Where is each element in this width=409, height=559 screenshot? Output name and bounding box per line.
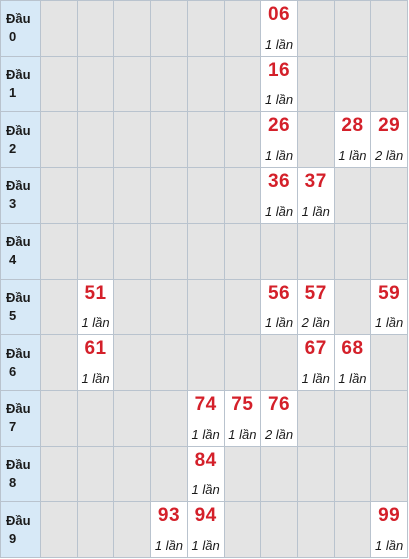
- empty-cell: [151, 168, 188, 224]
- empty-cell: [114, 224, 151, 280]
- row-head-label: Đầu: [6, 178, 31, 194]
- row-head-6: [1, 335, 41, 391]
- lotto-number: 75: [231, 393, 254, 415]
- row-head-7: [1, 391, 41, 447]
- number-cell: [151, 502, 188, 558]
- empty-cell: [335, 1, 372, 57]
- number-cell: [335, 112, 372, 168]
- row-head-8: [1, 447, 41, 503]
- row-head-label: Đầu: [6, 122, 31, 138]
- lotto-number: 68: [341, 338, 364, 360]
- occurrence-count: 1 lần: [375, 538, 404, 553]
- number-cell: [188, 502, 225, 558]
- empty-cell: [114, 447, 151, 503]
- number-cell: [78, 335, 115, 391]
- number-cell: [261, 57, 298, 113]
- number-cell: [298, 280, 335, 336]
- occurrence-count: 2 lần: [264, 426, 294, 442]
- lotto-number: 56: [267, 282, 291, 304]
- row-head-4: [1, 224, 41, 280]
- empty-cell: [151, 391, 188, 447]
- empty-cell: [41, 168, 78, 224]
- lotto-number: 74: [194, 393, 217, 415]
- occurrence-count: 1 lần: [228, 426, 257, 442]
- row-head-2: [1, 112, 41, 168]
- empty-cell: [298, 57, 335, 113]
- empty-cell: [78, 1, 115, 57]
- row-head-label: Đầu: [6, 401, 31, 417]
- empty-cell: [225, 57, 262, 113]
- row-head-digit: 4: [9, 252, 17, 268]
- occurrence-count: 2 lần: [375, 148, 404, 164]
- row-head-digit: 2: [9, 140, 17, 156]
- empty-cell: [151, 1, 188, 57]
- empty-cell: [335, 280, 372, 336]
- empty-cell: [298, 447, 335, 503]
- empty-cell: [335, 168, 372, 224]
- empty-cell: [41, 1, 78, 57]
- number-cell: [261, 168, 298, 224]
- empty-cell: [78, 112, 115, 168]
- empty-cell: [225, 112, 262, 168]
- empty-cell: [41, 447, 78, 503]
- row-head-label: Đầu: [6, 456, 31, 472]
- empty-cell: [188, 280, 225, 336]
- empty-cell: [261, 224, 298, 280]
- lotto-number: 93: [157, 505, 181, 527]
- empty-cell: [114, 1, 151, 57]
- empty-cell: [225, 502, 262, 558]
- occurrence-count: 1 lần: [81, 315, 110, 331]
- number-cell: [188, 391, 225, 447]
- row-head-label: Đầu: [6, 345, 31, 361]
- row-head-label: Đầu: [6, 289, 31, 305]
- occurrence-count: 1 lần: [338, 370, 367, 386]
- empty-cell: [114, 168, 151, 224]
- row-head-digit: 1: [9, 85, 17, 101]
- row-head-digit: 0: [9, 29, 17, 45]
- number-cell: [261, 280, 298, 336]
- empty-cell: [225, 1, 262, 57]
- lotto-number: 26: [267, 115, 291, 137]
- empty-cell: [41, 57, 78, 113]
- empty-cell: [114, 335, 151, 391]
- lotto-number: 61: [84, 338, 107, 360]
- empty-cell: [261, 502, 298, 558]
- empty-cell: [78, 502, 115, 558]
- empty-cell: [371, 335, 408, 391]
- empty-cell: [151, 112, 188, 168]
- empty-cell: [151, 224, 188, 280]
- empty-cell: [114, 112, 151, 168]
- empty-cell: [371, 57, 408, 113]
- row-head-digit: 9: [9, 530, 17, 546]
- empty-cell: [78, 447, 115, 503]
- empty-cell: [225, 335, 262, 391]
- empty-cell: [371, 391, 408, 447]
- empty-cell: [188, 1, 225, 57]
- empty-cell: [41, 224, 78, 280]
- row-head-digit: 8: [9, 474, 17, 490]
- lotto-number: 06: [267, 4, 291, 25]
- occurrence-count: 1 lần: [154, 538, 184, 553]
- empty-cell: [114, 391, 151, 447]
- occurrence-count: 1 lần: [264, 92, 294, 108]
- empty-cell: [151, 335, 188, 391]
- empty-cell: [114, 502, 151, 558]
- lotto-number: 16: [267, 59, 291, 81]
- row-head-digit: 5: [9, 307, 17, 323]
- empty-cell: [78, 391, 115, 447]
- occurrence-count: 1 lần: [301, 203, 330, 219]
- empty-cell: [371, 224, 408, 280]
- empty-cell: [151, 280, 188, 336]
- number-cell: [261, 391, 298, 447]
- number-cell: [298, 168, 335, 224]
- number-cell: [78, 280, 115, 336]
- empty-cell: [298, 502, 335, 558]
- empty-cell: [298, 112, 335, 168]
- lotto-number: 28: [341, 115, 364, 137]
- row-head-digit: 6: [9, 363, 17, 379]
- row-head-1: [1, 57, 41, 113]
- number-cell: [298, 335, 335, 391]
- occurrence-count: 2 lần: [301, 315, 330, 331]
- occurrence-count: 1 lần: [375, 315, 404, 331]
- empty-cell: [41, 112, 78, 168]
- empty-cell: [225, 224, 262, 280]
- occurrence-count: 1 lần: [191, 538, 220, 553]
- occurrence-count: 1 lần: [264, 36, 294, 52]
- lotto-number: 94: [194, 505, 217, 527]
- number-cell: [188, 447, 225, 503]
- empty-cell: [188, 57, 225, 113]
- empty-cell: [335, 57, 372, 113]
- empty-cell: [298, 224, 335, 280]
- empty-cell: [261, 335, 298, 391]
- empty-cell: [335, 391, 372, 447]
- number-cell: [335, 335, 372, 391]
- empty-cell: [188, 224, 225, 280]
- empty-cell: [261, 447, 298, 503]
- lotto-number: 67: [304, 338, 327, 360]
- empty-cell: [335, 502, 372, 558]
- empty-cell: [335, 447, 372, 503]
- lotto-number: 84: [194, 449, 217, 471]
- empty-cell: [41, 502, 78, 558]
- empty-cell: [41, 335, 78, 391]
- row-head-digit: 3: [9, 196, 17, 212]
- occurrence-count: 1 lần: [301, 370, 330, 386]
- empty-cell: [41, 391, 78, 447]
- occurrence-count: 1 lần: [191, 426, 220, 442]
- occurrence-count: 1 lần: [338, 148, 367, 164]
- empty-cell: [78, 57, 115, 113]
- lotto-number: 76: [267, 393, 291, 415]
- lotto-number: 57: [304, 282, 327, 304]
- occurrence-count: 1 lần: [191, 482, 220, 498]
- occurrence-count: 1 lần: [81, 370, 110, 386]
- number-cell: [261, 1, 298, 57]
- number-cell: [371, 280, 408, 336]
- row-head-0: [1, 1, 41, 57]
- empty-cell: [371, 1, 408, 57]
- empty-cell: [114, 57, 151, 113]
- number-cell: [371, 112, 408, 168]
- number-cell: [261, 112, 298, 168]
- lotto-number: 29: [378, 115, 401, 137]
- empty-cell: [335, 224, 372, 280]
- row-head-label: Đầu: [6, 512, 31, 528]
- lotto-number: 37: [304, 171, 327, 193]
- empty-cell: [371, 447, 408, 503]
- empty-cell: [78, 224, 115, 280]
- occurrence-count: 1 lần: [264, 148, 294, 164]
- empty-cell: [371, 168, 408, 224]
- row-head-digit: 7: [9, 419, 17, 435]
- lotto-number: 59: [378, 282, 401, 304]
- empty-cell: [225, 168, 262, 224]
- empty-cell: [114, 280, 151, 336]
- lotto-number: 36: [267, 171, 291, 193]
- lotto-number: 99: [378, 505, 401, 527]
- number-cell: [371, 502, 408, 558]
- empty-cell: [78, 168, 115, 224]
- occurrence-count: 1 lần: [264, 315, 294, 331]
- row-head-3: [1, 168, 41, 224]
- empty-cell: [41, 280, 78, 336]
- empty-cell: [151, 57, 188, 113]
- empty-cell: [151, 447, 188, 503]
- empty-cell: [188, 112, 225, 168]
- row-head-label: Đầu: [6, 11, 31, 27]
- empty-cell: [225, 447, 262, 503]
- occurrence-count: 1 lần: [264, 203, 294, 219]
- empty-cell: [188, 168, 225, 224]
- empty-cell: [298, 1, 335, 57]
- row-head-label: Đầu: [6, 67, 31, 83]
- lotto-number: 51: [84, 282, 107, 304]
- empty-cell: [225, 280, 262, 336]
- empty-cell: [298, 391, 335, 447]
- row-head-label: Đầu: [6, 234, 31, 250]
- row-head-9: [1, 502, 41, 558]
- empty-cell: [188, 335, 225, 391]
- row-head-5: [1, 280, 41, 336]
- number-cell: [225, 391, 262, 447]
